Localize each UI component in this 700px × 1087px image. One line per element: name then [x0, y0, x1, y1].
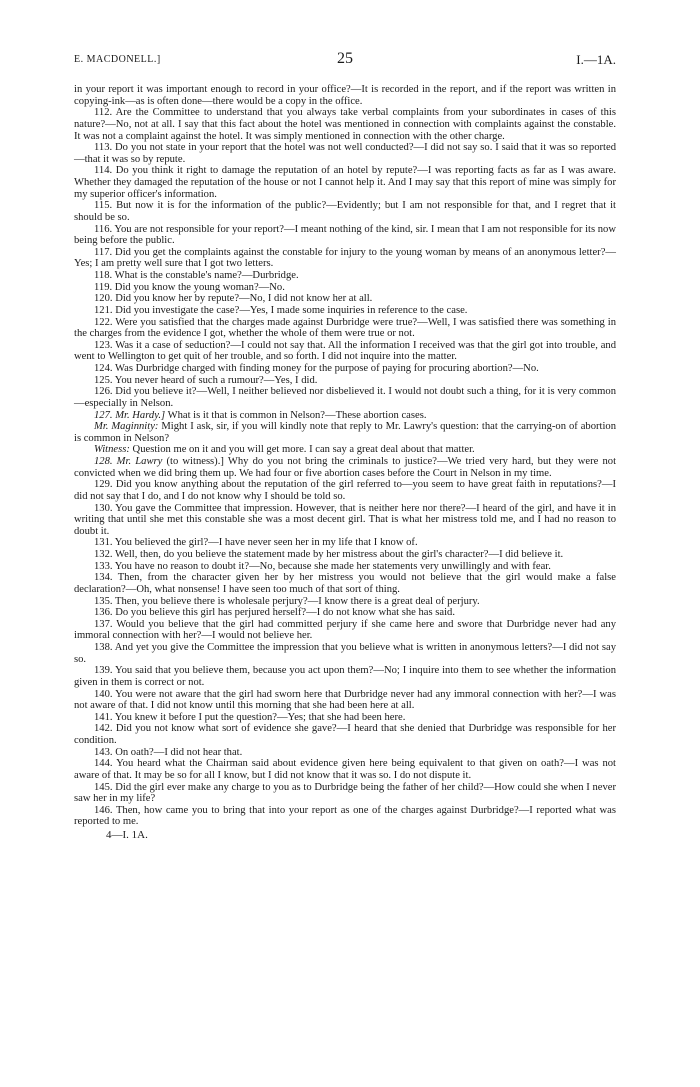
testimony-paragraph [74, 224, 616, 247]
paragraph-text: 135. Then, you believe there is wholesale perjury?—I know there is a great deal of perjury. [94, 595, 480, 607]
testimony-paragraph [74, 607, 616, 619]
speaker-label: 128. Mr. Lawry [94, 456, 163, 467]
paragraph-text: 129. Did you know anything about the reputation of the girl referred to—you seem to have great faith in reputations?—I did not say that I do, and I do not know why I should be told so. [74, 479, 616, 502]
testimony-paragraph [74, 142, 616, 165]
testimony-paragraph [74, 712, 616, 724]
paragraph-text: 119. Did you know the young woman?—No. [94, 281, 285, 293]
paragraph-text: 112. Are the Committee to understand that you always take verbal complaints from your subordinates in cases of this nature?—No, not at all. I say that this fact about the hotel was mentioned in connection with complaints against the constable. It was not a complaint against the hotel. It was simply mentioned in connection with the other charge. [74, 107, 616, 142]
testimony-paragraph [74, 549, 616, 561]
testimony-paragraph [74, 247, 616, 270]
testimony-paragraph [74, 375, 616, 387]
testimony-paragraph [74, 758, 616, 781]
paragraph-text: Question me on it and you will get more. I can say a great deal about that matter. [129, 444, 475, 456]
speaker-label: Mr. Maginnity: [94, 421, 159, 433]
paragraph-text: 144. You heard what the Chairman said about evidence given here being equivalent to that given on oath?—I was not aware of that. It may be so for all I know, but I did not know that it was so. I do not dispute it. [74, 758, 616, 781]
testimony-paragraph [74, 363, 616, 375]
testimony-paragraph [74, 444, 616, 456]
signature-mark: 4—I. 1A. [106, 829, 148, 841]
testimony-paragraph [74, 782, 616, 805]
testimony-paragraph [74, 537, 616, 549]
paragraph-text: 114. Do you think it right to damage the reputation of an hotel by repute?—I was reporting facts as far as I was aware. Whether they damaged the reputation of the house or not I cannot help it. And I may say that this report of mine was simply for my superior officer's information. [74, 165, 616, 200]
page-number: 25 [337, 50, 353, 67]
paragraph-text: 116. You are not responsible for your report?—I meant nothing of the kind, sir. I mean that I am not responsible for its now being before the public. [74, 223, 616, 247]
testimony-paragraph [74, 723, 616, 746]
paragraph-text: 118. What is the constable's name?—Durbridge. [94, 270, 299, 281]
testimony-paragraph [74, 165, 616, 200]
testimony-paragraph [74, 421, 616, 444]
paragraph-text: 145. Did the girl ever make any charge to you as to Durbridge being the father of her child?—How could she when I never saw her in my life? [74, 781, 616, 805]
paragraph-text: 115. But now it is for the information of the public?—Evidently; but I am not responsible for that, and I regret that it should be so. [74, 200, 616, 223]
document-page [74, 50, 616, 842]
testimony-paragraph [74, 665, 616, 688]
testimony-paragraph [74, 200, 616, 223]
paragraph-text: 121. Did you investigate the case?—Yes, I made some inquiries in reference to the case. [94, 304, 468, 316]
testimony-paragraph [74, 747, 616, 759]
testimony-paragraph [74, 642, 616, 665]
paragraph-text: 143. On oath?—I did not hear that. [94, 746, 243, 758]
paragraph-text: 136. Do you believe this girl has perjured herself?—I do not know what she has said. [94, 607, 455, 619]
testimony-paragraph [74, 84, 616, 107]
paragraph-text: 138. And yet you give the Committee the impression that you believe what is written in anonymous letters?—I did not say so. [74, 642, 616, 665]
paragraph-text: 140. You were not aware that the girl had sworn here that Durbridge never had any immoral connection with her?—I was not aware of that. I did not know until this morning that she had been here at all. [74, 688, 616, 712]
paragraph-text: 124. Was Durbridge charged with finding money for the purpose of paying for procuring abortion?—No. [94, 363, 539, 374]
testimony-paragraph [74, 386, 616, 409]
testimony-paragraph [74, 107, 616, 142]
testimony-paragraph [74, 282, 616, 294]
testimony-paragraph [74, 270, 616, 282]
paragraph-text: 133. You have no reason to doubt it?—No, because she made her statements very unwillingly and with fear. [94, 560, 551, 572]
paragraph-text: What is it that is common in Nelson?—These abortion cases. [165, 409, 427, 421]
testimony-paragraph [74, 561, 616, 573]
paragraph-text: 132. Well, then, do you believe the statement made by her mistress about the girl's character?—I did believe it. [94, 549, 564, 560]
header-author: E. MACDONELL.] [74, 54, 161, 65]
testimony-paragraph [74, 340, 616, 363]
paragraph-text: 139. You said that you believe them, because you act upon them?—No; I inquire into them to see whether the information given in them is correct or not. [74, 665, 616, 688]
paragraph-text: 117. Did you get the complaints against the constable for injury to the young woman by means of an anonymous letter?—Yes; I am pretty well sure that I got two letters. [74, 246, 616, 270]
paragraph-text: 142. Did you not know what sort of evidence she gave?—I heard that she denied that Durbridge was responsible for her condition. [74, 723, 616, 746]
paragraph-text: 141. You knew it before I put the question?—Yes; that she had been here. [94, 711, 406, 723]
paragraph-text: 125. You never heard of such a rumour?—Yes, I did. [94, 374, 318, 386]
testimony-paragraph [74, 689, 616, 712]
paragraph-text: 130. You gave the Committee that impression. However, that is neither here nor there?—I heard of the girl, and have it in writing that until she met this constable she was a most decent girl. That is what her mistress told me, and I had no reason to doubt it. [74, 502, 616, 537]
paragraph-text: 146. Then, how came you to bring that into your report as one of the charges against Durbridge?—I reported what was reported to me. [74, 804, 616, 828]
testimony-paragraph [74, 619, 616, 642]
testimony-paragraph [74, 317, 616, 340]
testimony-paragraph [74, 293, 616, 305]
paragraph-text: 137. Would you believe that the girl had committed perjury if she came here and swore that Durbridge never had any immoral connection with her?—I would not believe her. [74, 618, 616, 642]
paragraph-text: 131. You believed the girl?—I have never seen her in my life that I know of. [94, 537, 418, 549]
testimony-paragraph [74, 596, 616, 608]
testimony-paragraph [74, 503, 616, 538]
paragraph-text: 123. Was it a case of seduction?—I could not say that. All the information I received was that the girl got into trouble, and went to Wellington to get quit of her trouble, and so forth. I did not inquire into the matter. [74, 339, 616, 363]
testimony-paragraph [74, 305, 616, 317]
paragraph-text: 120. Did you know her by repute?—No, I did not know her at all. [94, 293, 373, 305]
running-header [74, 50, 616, 70]
speaker-label: 127. Mr. Hardy.] [94, 409, 166, 421]
testimony-paragraph [74, 805, 616, 828]
paragraph-text: 134. Then, from the character given her by her mistress you would not believe that the girl would make a false declaration?—Oh, what nonsense! I have seen too much of that sort of thing. [74, 572, 616, 595]
header-reference: I.—1A. [576, 52, 616, 67]
testimony-paragraph [74, 479, 616, 502]
testimony-paragraph [74, 572, 616, 595]
testimony-body [74, 84, 616, 828]
testimony-paragraph [74, 410, 616, 422]
paragraph-text: 113. Do you not state in your report that the hotel was not well conducted?—I did not say so. I said that it was so reported—that it was so by repute. [74, 142, 616, 165]
paragraph-text: 126. Did you believe it?—Well, I neither believed nor disbelieved it. I would not doubt such a thing, for it is very common—especially in Nelson. [74, 386, 616, 409]
paragraph-text: Might I ask, sir, if you will kindly note that reply to Mr. Lawry's question: that the carrying-on of abortion is common in Nelson? [74, 421, 616, 444]
paragraph-text: (to witness).] Why do you not bring the criminals to justice?—We tried very hard, but they were not convicted when we did bring them up. We had four or five abortion cases before the Court in Nelson in my time. [74, 456, 617, 479]
testimony-paragraph [74, 456, 616, 479]
paragraph-text: in your report it was important enough to record in your office?—It is recorded in the report, and if the report was written in copying-ink—as is often done—there would be a copy in the office. [74, 84, 616, 107]
paragraph-text: 122. Were you satisfied that the charges made against Durbridge were true?—Well, I was satisfied there was something in the charges from the evidence I got, whether the whole of them were true or not. [74, 316, 616, 340]
speaker-label: Witness: [94, 444, 130, 456]
